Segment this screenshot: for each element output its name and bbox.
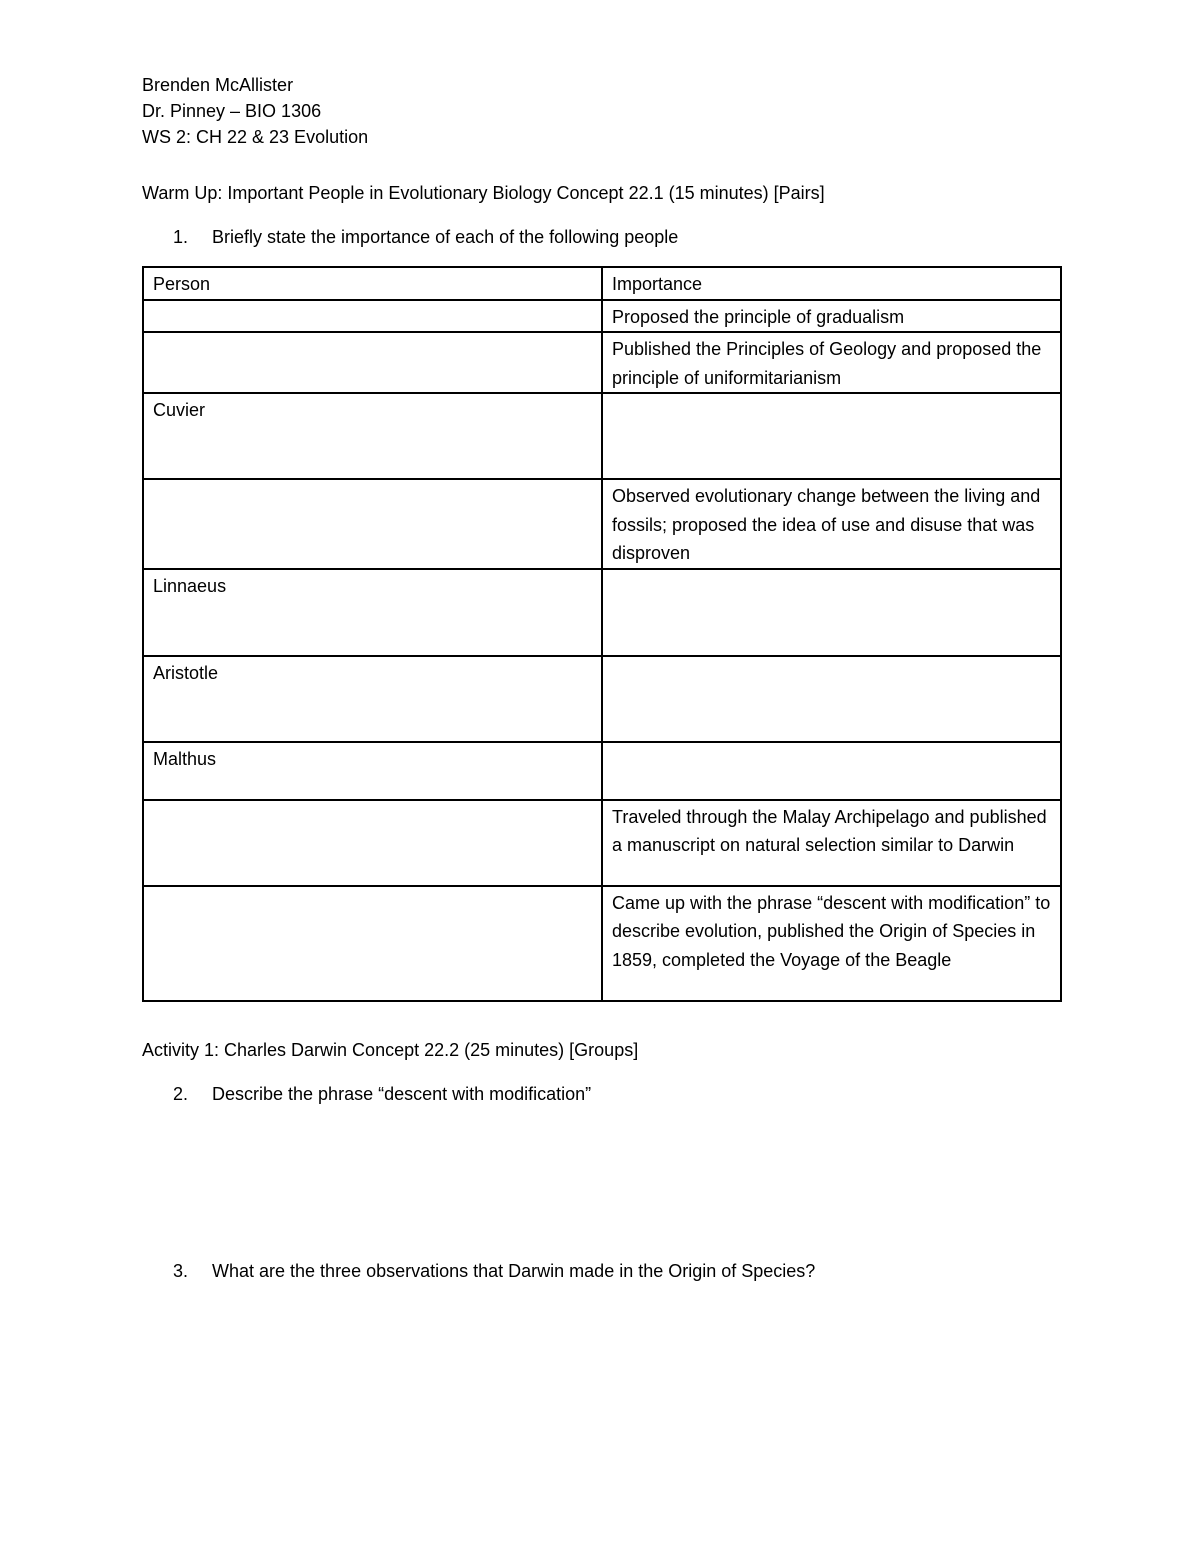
person-cell: Aristotle xyxy=(143,656,602,742)
importance-cell: Published the Principles of Geology and proposed the principle of uniformitarianism xyxy=(602,332,1061,393)
activity-1-heading: Activity 1: Charles Darwin Concept 22.2 (25 minutes) [Groups] xyxy=(142,1040,639,1060)
person-cell: Linnaeus xyxy=(143,569,602,656)
table-row xyxy=(143,393,1061,479)
importance-cell xyxy=(602,656,1061,742)
header-person: Person xyxy=(143,267,602,300)
table-row xyxy=(143,332,1061,393)
importance-cell xyxy=(602,742,1061,800)
table-row xyxy=(143,742,1061,800)
person-cell xyxy=(143,886,602,1001)
table-row xyxy=(143,479,1061,569)
importance-cell: Observed evolutionary change between the living and fossils; proposed the idea of use and disuse that was disproven xyxy=(602,479,1061,569)
people-importance-table xyxy=(142,266,1062,1002)
importance-cell xyxy=(602,393,1061,479)
importance-cell: Proposed the principle of gradualism xyxy=(602,300,1061,333)
question-1-number: 1. xyxy=(173,227,189,247)
question-2-number: 2. xyxy=(173,1084,189,1104)
person-cell: Malthus xyxy=(143,742,602,800)
question-2-text: Describe the phrase “descent with modification” xyxy=(212,1084,592,1104)
student-name: Brenden McAllister xyxy=(142,75,294,95)
person-cell xyxy=(143,332,602,393)
table-row xyxy=(143,569,1061,656)
question-1-text: Briefly state the importance of each of the following people xyxy=(212,227,679,247)
worksheet-title: WS 2: CH 22 & 23 Evolution xyxy=(142,127,369,147)
person-cell: Cuvier xyxy=(143,393,602,479)
warmup-heading: Warm Up: Important People in Evolutionary Biology Concept 22.1 (15 minutes) [Pairs] xyxy=(142,183,825,203)
person-cell xyxy=(143,479,602,569)
question-3-text: What are the three observations that Darwin made in the Origin of Species? xyxy=(212,1261,816,1281)
course-line: Dr. Pinney – BIO 1306 xyxy=(142,101,322,121)
importance-cell: Came up with the phrase “descent with modification” to describe evolution, published the Origin of Species in 1859, completed the Voyage of the Beagle xyxy=(602,886,1061,1001)
person-cell xyxy=(143,300,602,333)
importance-cell xyxy=(602,569,1061,656)
table-row xyxy=(143,886,1061,1001)
question-3-number: 3. xyxy=(173,1261,189,1281)
table-row xyxy=(143,300,1061,333)
table-row xyxy=(143,800,1061,886)
table-header-row xyxy=(143,267,1061,300)
table-row xyxy=(143,656,1061,742)
person-cell xyxy=(143,800,602,886)
header-importance: Importance xyxy=(602,267,1061,300)
importance-cell: Traveled through the Malay Archipelago and published a manuscript on natural selection similar to Darwin xyxy=(602,800,1061,886)
